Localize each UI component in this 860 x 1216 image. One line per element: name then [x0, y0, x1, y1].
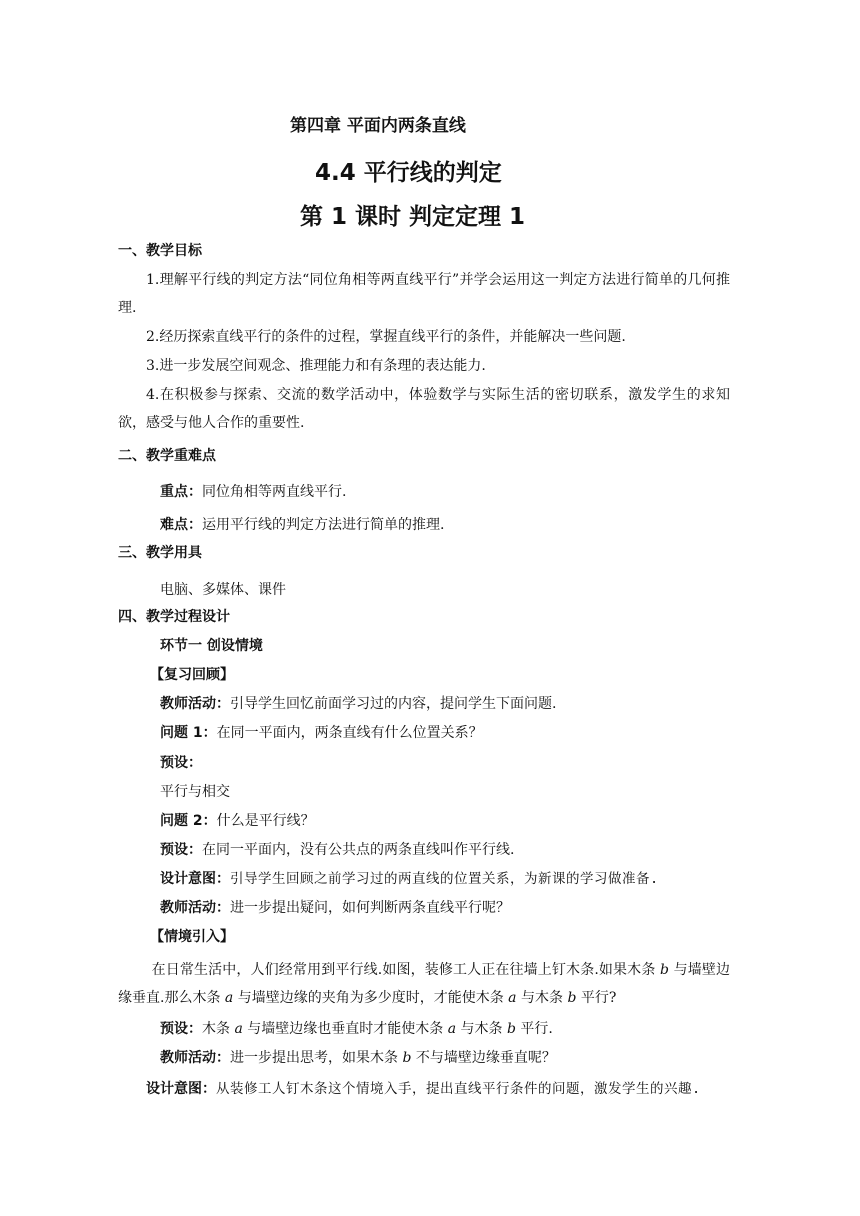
key-points-heading: 二、教学重难点: [118, 448, 216, 464]
teacher-text: 进一步提出思考，如果木条: [230, 1050, 403, 1066]
design-intent-1: [160, 869, 659, 889]
scene-text: 与木条: [516, 990, 568, 1006]
objective-item: 4.在积极参与探索、交流的数学活动中，体验数学与实际生活的密切联系，激发学生的求知欲，感受与他人合作的重要性.: [118, 387, 730, 431]
section-title: 4.4 平行线的判定: [315, 160, 502, 186]
scene-title: 【情境引入】: [150, 929, 234, 945]
teacher-text: 进一步提出疑问，如何判断两条直线平行呢？: [230, 900, 510, 916]
preset-answer: 平行与相交: [160, 784, 230, 800]
var-b: b: [660, 962, 670, 978]
teacher-activity-1: [160, 694, 556, 714]
objective-item: 3.进一步发展空间观念、推理能力和有条理的表达能力.: [146, 358, 486, 374]
teacher-text: 引导学生回忆前面学习过的内容，提问学生下面问题.: [230, 696, 557, 712]
preset-2: [160, 840, 514, 860]
question-label: 问题 2：: [160, 813, 217, 829]
design-text: 引导学生回顾之前学习过的两直线的位置关系，为新课的学习做准备.: [230, 871, 659, 887]
var-b: b: [567, 990, 577, 1006]
chapter-title: 第四章 平面内两条直线: [290, 116, 466, 136]
var-a: a: [508, 990, 517, 1006]
key-text: 同位角相等两直线平行.: [202, 484, 347, 500]
objectives-heading: 一、教学目标: [118, 243, 202, 259]
design-intent-2: [146, 1079, 701, 1099]
preset-text: 与木条: [456, 1021, 507, 1037]
tools-text: 电脑、多媒体、课件: [160, 582, 286, 598]
teacher-label: 教师活动：: [160, 900, 230, 916]
teacher-label: 教师活动：: [160, 1050, 230, 1066]
scene-text: 平行?: [576, 990, 617, 1006]
scene-text: 与墙壁边缘的夹角为多少度时，才能使木条: [233, 990, 509, 1006]
preset-text: 在同一平面内，没有公共点的两条直线叫作平行线.: [202, 842, 515, 858]
key-point-row: [160, 482, 346, 502]
teacher-activity-2: [160, 898, 510, 918]
preset-text: 与墙壁边缘也垂直时才能使木条: [242, 1021, 448, 1037]
teacher-activity-3: [160, 1048, 556, 1068]
key-label: 重点：: [160, 484, 202, 500]
scene-text: 在日常生活中，人们经常用到平行线.如图，装修工人正在往墙上钉木条.如果木条: [151, 962, 661, 978]
lesson-title: 第 1 课时 判定定理 1: [300, 204, 526, 230]
var-b: b: [506, 1021, 516, 1037]
objective-item: 2.经历探索直线平行的条件的过程，掌握直线平行的条件，并能解决一些问题.: [146, 329, 626, 345]
var-a: a: [224, 990, 234, 1006]
design-label: 设计意图：: [146, 1081, 216, 1097]
question-label: 问题 1：: [160, 725, 217, 741]
design-label: 设计意图：: [160, 871, 230, 887]
var-a: a: [447, 1021, 457, 1037]
preset-3: [160, 1019, 553, 1039]
difficult-label: 难点：: [160, 517, 202, 533]
difficult-point-row: [160, 515, 444, 535]
stage1-title: 环节一 创设情境: [160, 638, 263, 654]
tools-heading: 三、教学用具: [118, 545, 202, 561]
preset-label: 预设：: [160, 842, 202, 858]
question-text: 在同一平面内，两条直线有什么位置关系？: [216, 725, 483, 741]
difficult-text: 运用平行线的判定方法进行简单的推理.: [202, 517, 445, 533]
review-title: 【复习回顾】: [150, 667, 234, 683]
process-heading: 四、教学过程设计: [118, 609, 230, 625]
scene-text: 与墙壁边缘垂直.那么木条: [118, 962, 731, 1006]
objective-item: 1.理解平行线的判定方法“同位角相等两直线平行”并学会运用这一判定方法进行简单的几何推理.: [118, 272, 730, 316]
preset-text: 木条: [202, 1021, 235, 1037]
scene-paragraph: [118, 956, 730, 1012]
preset-text: 平行.: [515, 1021, 553, 1037]
var-b: b: [402, 1050, 412, 1066]
var-a: a: [234, 1021, 243, 1037]
teacher-text: 不与墙壁边缘垂直呢？: [411, 1050, 556, 1066]
question-2: [160, 811, 315, 831]
question-1: [160, 723, 483, 743]
question-text: 什么是平行线？: [216, 813, 315, 829]
teacher-label: 教师活动：: [160, 696, 230, 712]
preset-label: 预设：: [160, 755, 202, 771]
design-text: 从装修工人钉木条这个情境入手，提出直线平行条件的问题，激发学生的兴趣.: [216, 1081, 701, 1097]
preset-label: 预设：: [160, 1021, 202, 1037]
